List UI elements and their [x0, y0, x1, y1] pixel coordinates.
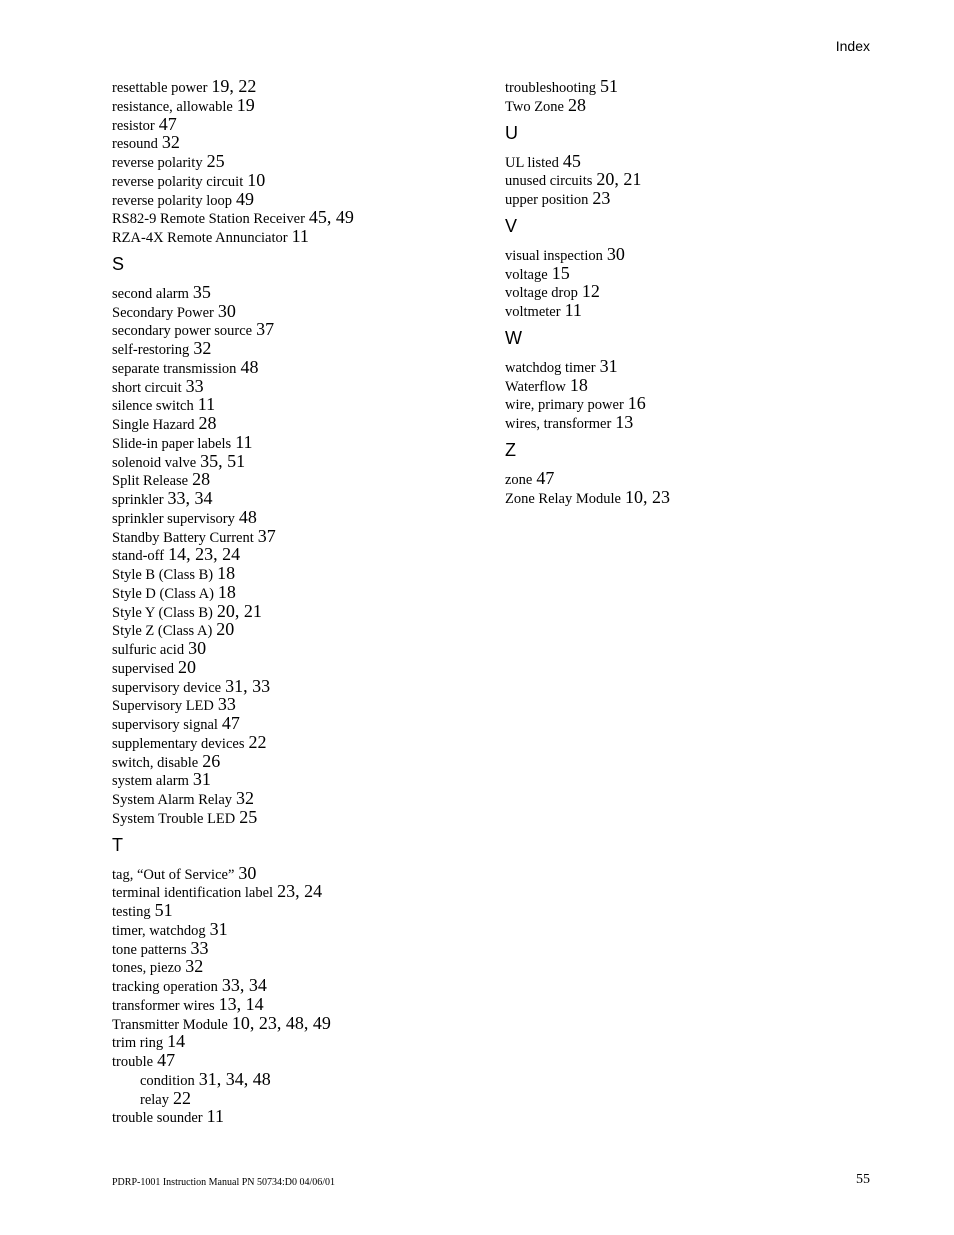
- index-term: terminal identification label: [112, 885, 274, 902]
- index-term: testing: [112, 904, 151, 920]
- index-term: resettable power: [112, 80, 208, 96]
- index-page-refs: 31, 33: [225, 675, 271, 696]
- index-page-refs: 51: [154, 900, 173, 920]
- index-page-refs: 30: [217, 300, 236, 321]
- index-term: second alarm: [112, 285, 189, 302]
- index-term: Waterflow: [505, 378, 566, 395]
- index-page-refs: 11: [235, 431, 253, 452]
- index-term: sprinkler: [112, 492, 164, 508]
- index-page-refs: 14, 23, 24: [168, 544, 241, 565]
- index-entry: [112, 602, 482, 621]
- index-entry: [505, 245, 865, 264]
- index-term: voltage: [505, 266, 548, 283]
- index-page-refs: 28: [567, 94, 586, 115]
- index-entry: [112, 658, 482, 677]
- index-page-refs: 10: [247, 169, 266, 190]
- index-entry: [112, 976, 482, 995]
- index-entry: [112, 808, 482, 827]
- index-entry: [505, 301, 865, 320]
- index-term: Transmitter Module: [112, 1016, 228, 1033]
- index-entry: [112, 695, 482, 714]
- index-letter-heading: V: [505, 215, 518, 236]
- footer-manual-id: PDRP-1001 Instruction Manual PN 50734:D0 04/06/01: [112, 1177, 336, 1188]
- index-entry: [112, 115, 482, 134]
- index-term: Single Hazard: [112, 417, 195, 433]
- index-term: watchdog timer: [505, 359, 596, 376]
- index-term: solenoid valve: [112, 454, 197, 471]
- index-page-refs: 33: [190, 937, 209, 958]
- index-page-refs: 37: [257, 525, 276, 546]
- index-entry: [112, 377, 482, 396]
- index-term: Style Y (Class B): [112, 604, 213, 621]
- index-page-refs: 48: [240, 356, 259, 377]
- index-term: sprinkler supervisory: [112, 510, 235, 527]
- index-entry: [505, 469, 865, 488]
- index-entry: [505, 376, 865, 395]
- index-entry: [112, 920, 482, 939]
- index-page-refs: 11: [291, 226, 309, 246]
- index-term: short circuit: [112, 379, 182, 396]
- index-entry: [112, 208, 482, 227]
- index-page-refs: 35: [192, 281, 211, 302]
- index-page-refs: 18: [569, 374, 588, 395]
- index-page-refs: 22: [172, 1087, 191, 1108]
- index-term: condition: [140, 1072, 195, 1089]
- index-entry: [112, 957, 482, 976]
- index-term: Zone Relay Module: [505, 490, 621, 507]
- index-entry: [112, 1107, 482, 1126]
- index-page-refs: 32: [185, 956, 204, 977]
- index-entry: [112, 133, 482, 152]
- index-entry: [112, 489, 482, 508]
- index-term: supervised: [112, 660, 175, 677]
- index-entry: [112, 733, 482, 752]
- index-term: zone: [505, 471, 533, 488]
- index-term: System Alarm Relay: [112, 792, 233, 808]
- index-entry: [112, 1051, 482, 1070]
- index-page-refs: 37: [256, 319, 275, 340]
- index-entry: [112, 171, 482, 190]
- index-page-refs: 31, 34, 48: [198, 1068, 271, 1089]
- index-page-refs: 25: [206, 151, 225, 171]
- index-term: Secondary Power: [112, 304, 214, 321]
- index-entry: [112, 901, 482, 920]
- index-letter-heading: U: [505, 122, 518, 143]
- index-entry: [505, 152, 865, 171]
- index-entry: [112, 770, 482, 789]
- index-page-refs: 33: [185, 375, 204, 396]
- index-term: upper position: [505, 192, 589, 208]
- index-term: voltmeter: [505, 304, 561, 320]
- index-term: troubleshooting: [505, 80, 597, 96]
- index-entry: [112, 789, 482, 808]
- index-page-refs: 19, 22: [211, 76, 257, 96]
- index-page-refs: 10, 23: [624, 486, 670, 507]
- index-page-refs: 22: [248, 731, 267, 752]
- index-letter-heading: Z: [505, 439, 516, 460]
- index-subentry: [112, 1089, 482, 1108]
- index-entry: [112, 864, 482, 883]
- index-entry: [112, 302, 482, 321]
- index-page-refs: 47: [221, 713, 240, 733]
- index-subentry: [112, 1070, 482, 1089]
- index-page-refs: 35, 51: [200, 450, 246, 471]
- index-page-refs: 20: [216, 619, 235, 640]
- index-term: silence switch: [112, 398, 194, 415]
- index-term: resistor: [112, 117, 155, 134]
- index-term: Standby Battery Current: [112, 529, 254, 546]
- index-entry: [112, 339, 482, 358]
- index-page-refs: 31: [599, 355, 618, 376]
- index-entry: [112, 433, 482, 452]
- index-entry: [505, 413, 865, 432]
- index-term: trouble: [112, 1054, 154, 1070]
- index-entry: [112, 527, 482, 546]
- index-term: RZA-4X Remote Annunciator: [112, 230, 288, 246]
- index-term: relay: [140, 1091, 169, 1108]
- index-page-refs: 33, 34: [167, 488, 213, 508]
- index-entry: [112, 395, 482, 414]
- index-entry: [112, 470, 482, 489]
- index-entry: [112, 283, 482, 302]
- index-entry: [112, 752, 482, 771]
- index-page-refs: 33, 34: [221, 975, 267, 995]
- index-entry: [112, 564, 482, 583]
- index-entry: [112, 358, 482, 377]
- index-page-refs: 31: [192, 769, 211, 790]
- index-page-refs: 20: [178, 656, 197, 677]
- index-term: reverse polarity loop: [112, 192, 232, 209]
- index-entry: [505, 282, 865, 301]
- index-entry: [112, 639, 482, 658]
- index-entry: [505, 264, 865, 283]
- index-page-refs: 32: [236, 788, 255, 808]
- index-letter-heading: W: [505, 327, 522, 348]
- index-term: visual inspection: [505, 247, 603, 264]
- index-page-refs: 47: [157, 1050, 176, 1070]
- index-term: trim ring: [112, 1035, 164, 1052]
- index-entry: [112, 995, 482, 1014]
- index-term: System Trouble LED: [112, 810, 236, 827]
- index-term: resistance, allowable: [112, 98, 233, 115]
- index-page-refs: 47: [536, 467, 555, 488]
- index-entry: [505, 189, 865, 208]
- index-entry: [112, 96, 482, 115]
- index-page-refs: 11: [197, 394, 216, 415]
- index-term: secondary power source: [112, 323, 253, 340]
- index-column-left: [112, 77, 482, 1126]
- index-term: trouble sounder: [112, 1110, 203, 1127]
- section-header-title: Index: [835, 38, 870, 54]
- index-letter-heading: T: [112, 834, 123, 855]
- index-page-refs: 51: [600, 76, 619, 96]
- index-page-refs: 32: [193, 338, 212, 358]
- index-column-right: [505, 77, 865, 506]
- index-entry: [112, 77, 482, 96]
- index-page-refs: 45, 49: [308, 207, 354, 228]
- index-page-refs: 28: [198, 413, 217, 433]
- index-term: tones, piezo: [112, 960, 182, 977]
- index-entry: [112, 677, 482, 696]
- index-page-refs: 25: [239, 806, 258, 827]
- index-entry: [505, 488, 865, 507]
- index-term: RS82-9 Remote Station Receiver: [112, 211, 305, 228]
- index-page-refs: 11: [206, 1106, 224, 1127]
- index-entry: [112, 414, 482, 433]
- index-page-refs: 10, 23, 48, 49: [231, 1012, 331, 1033]
- index-page-refs: 16: [627, 393, 646, 414]
- index-entry: [505, 170, 865, 189]
- index-page-refs: 19: [236, 94, 255, 115]
- index-page-refs: 28: [192, 469, 211, 490]
- index-term: wires, transformer: [505, 416, 612, 432]
- index-entry: [112, 320, 482, 339]
- index-entry: [112, 452, 482, 471]
- index-page-refs: 20, 21: [596, 169, 642, 190]
- index-page-refs: 18: [217, 581, 236, 602]
- index-page-refs: 32: [161, 132, 180, 153]
- index-entry: [112, 1014, 482, 1033]
- index-term: UL listed: [505, 154, 559, 171]
- index-entry: [505, 357, 865, 376]
- index-page-refs: 18: [217, 563, 236, 583]
- index-page-refs: 33: [217, 694, 236, 715]
- index-page-refs: 30: [238, 862, 257, 883]
- index-term: wire, primary power: [505, 397, 624, 414]
- index-page-refs: 48: [238, 506, 257, 527]
- index-term: separate transmission: [112, 360, 237, 377]
- index-entry: [112, 620, 482, 639]
- index-page-refs: 13, 14: [218, 993, 264, 1014]
- index-page-refs: 26: [202, 750, 221, 771]
- index-term: tracking operation: [112, 979, 218, 995]
- index-term: tag, “Out of Service”: [112, 866, 235, 883]
- index-page-refs: 31: [209, 918, 228, 939]
- index-page-refs: 14: [167, 1031, 186, 1052]
- index-entry: [112, 714, 482, 733]
- index-entry: [112, 1032, 482, 1051]
- index-term: voltage drop: [505, 285, 578, 302]
- index-term: sulfuric acid: [112, 642, 185, 658]
- index-page-refs: 15: [551, 262, 570, 283]
- index-term: supervisory device: [112, 679, 222, 696]
- index-page-refs: 49: [236, 188, 254, 209]
- index-term: system alarm: [112, 773, 189, 790]
- index-page-refs: 23, 24: [277, 881, 323, 902]
- index-entry: [112, 583, 482, 602]
- index-page-refs: 20, 21: [216, 600, 262, 621]
- index-term: Slide-in paper labels: [112, 435, 232, 452]
- index-term: tone patterns: [112, 941, 187, 958]
- index-term: switch, disable: [112, 754, 199, 771]
- index-term: reverse polarity circuit: [112, 173, 244, 190]
- index-page-refs: 30: [188, 638, 207, 658]
- index-entry: [112, 939, 482, 958]
- index-entry: [505, 394, 865, 413]
- index-entry: [112, 190, 482, 209]
- index-page-refs: 11: [564, 300, 582, 320]
- index-term: supplementary devices: [112, 735, 245, 752]
- index-term: transformer wires: [112, 997, 215, 1014]
- index-term: unused circuits: [505, 173, 593, 190]
- index-page-refs: 45: [562, 150, 581, 171]
- index-page-refs: 23: [592, 188, 611, 208]
- index-term: resound: [112, 136, 158, 153]
- index-term: Split Release: [112, 473, 189, 490]
- index-term: Supervisory LED: [112, 698, 214, 715]
- index-entry: [112, 882, 482, 901]
- index-page-refs: 13: [615, 412, 634, 432]
- footer-page-number: 55: [856, 1172, 870, 1187]
- index-entry: [112, 545, 482, 564]
- index-term: Two Zone: [505, 98, 564, 115]
- index-term: timer, watchdog: [112, 922, 206, 939]
- index-term: Style D (Class A): [112, 585, 214, 602]
- index-term: Style B (Class B): [112, 567, 214, 583]
- index-term: self-restoring: [112, 342, 190, 358]
- index-page-refs: 47: [158, 113, 177, 134]
- index-term: stand-off: [112, 548, 165, 565]
- index-page-refs: 12: [581, 281, 600, 302]
- index-entry: [505, 77, 865, 96]
- index-page-refs: 30: [606, 243, 625, 264]
- index-entry: [505, 96, 865, 115]
- index-entry: [112, 152, 482, 171]
- index-term: Style Z (Class A): [112, 623, 213, 640]
- index-entry: [112, 227, 482, 246]
- index-term: supervisory signal: [112, 717, 218, 733]
- index-letter-heading: S: [112, 253, 125, 274]
- index-term: reverse polarity: [112, 155, 203, 171]
- index-entry: [112, 508, 482, 527]
